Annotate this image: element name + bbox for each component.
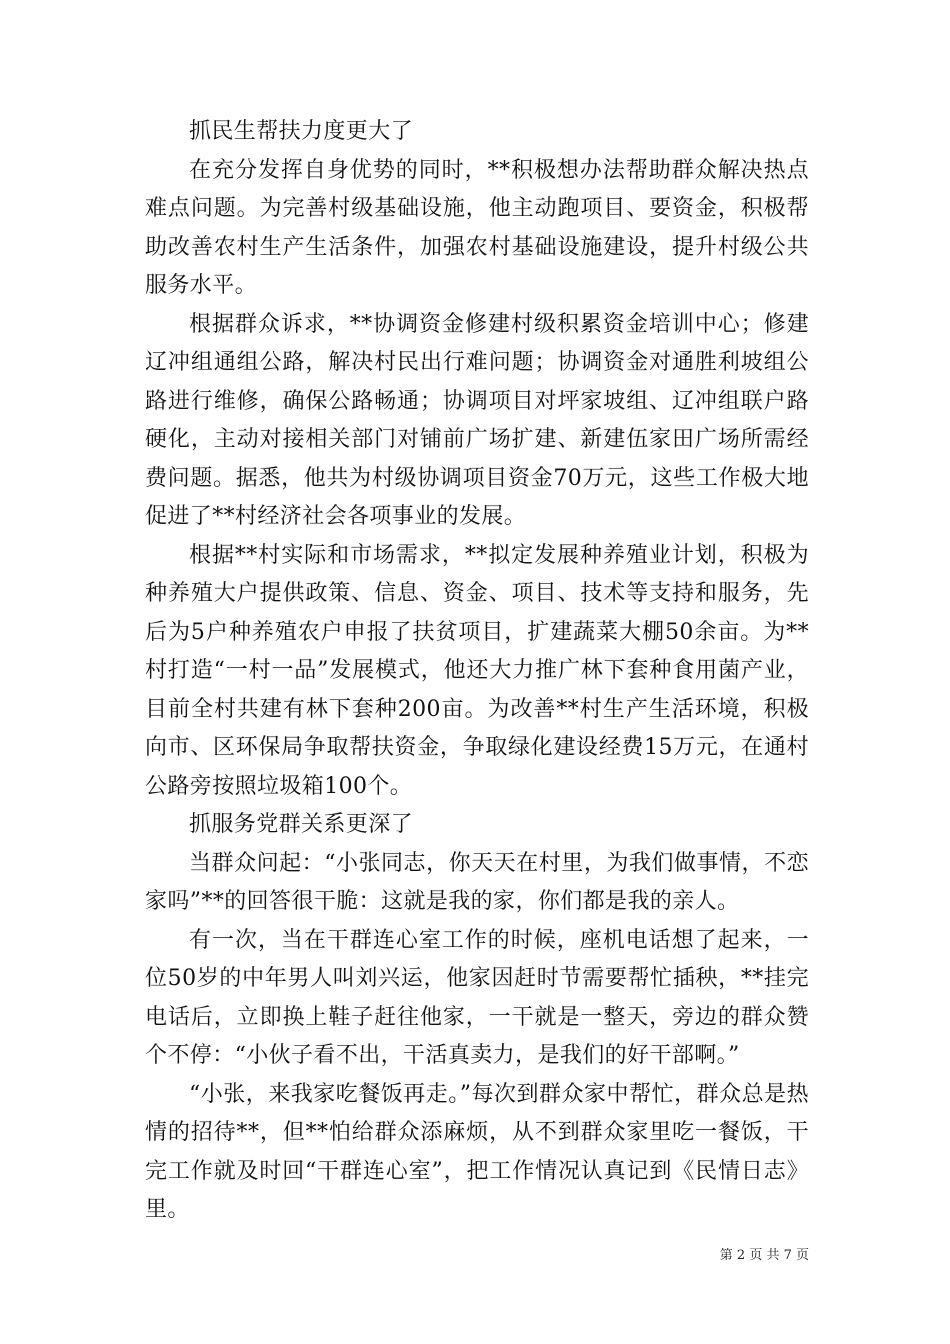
- section-heading-livelihood: 抓民生帮扶力度更大了: [189, 119, 414, 144]
- body-paragraph: 根据群众诉求，**协调资金修建村级积累资金培训中心；修建辽冲组通组公路，解决村民出行难问题；协调资金对通胜利坡组公路进行维修，确保公路畅通；协调项目对坪家坡组、辽冲组联户路硬化，主动对接相关部门对铺前广场扩建、新建伍家田广场所需经费问题。据悉，他共为村级协调项目资金70万元，这些工作极大地促进了**村经济社会各项事业的发展。: [145, 311, 809, 529]
- page-number-footer: 第 2 页 共 7 页: [719, 1248, 809, 1263]
- body-paragraph: “小张，来我家吃餐饭再走。”每次到群众家中帮忙，群众总是热情的招待**，但**怕给群众添麻烦，从不到群众家里吃一餐饭，干完工作就及时回“干群连心室”，把工作情况认真记到《民情日志》里。: [145, 1081, 809, 1222]
- section-heading-party-relations: 抓服务党群关系更深了: [189, 812, 414, 837]
- body-paragraph: 当群众问起：“小张同志，你天天在村里，为我们做事情，不恋家吗”**的回答很干脆：这就是我的家，你们都是我的亲人。: [145, 850, 809, 914]
- body-paragraph: 根据**村实际和市场需求，**拟定发展种养殖业计划，积极为种养殖大户提供政策、信息、资金、项目、技术等支持和服务，先后为5户种养殖农户申报了扶贫项目，扩建蔬菜大棚50余亩。为**村打造“一村一品”发展模式，他还大力推广林下套种食用菌产业，目前全村共建有林下套种200亩。为改善**村生产生活环境，积极向市、区环保局争取帮扶资金，争取绿化建设经费15万元，在通村公路旁按照垃圾箱100个。: [145, 542, 809, 799]
- document-body: [145, 113, 809, 1230]
- body-paragraph: 在充分发挥自身优势的同时，**积极想办法帮助群众解决热点难点问题。为完善村级基础设施，他主动跑项目、要资金，积极帮助改善农村生产生活条件，加强农村基础设施建设，提升村级公共服务水平。: [145, 157, 809, 298]
- body-paragraph: 有一次，当在干群连心室工作的时候，座机电话想了起来，一位50岁的中年男人叫刘兴运，他家因赶时节需要帮忙插秧，**挂完电话后，立即换上鞋子赶往他家，一干就是一整天，旁边的群众赞个不停：“小伙子看不出，干活真卖力，是我们的好干部啊。”: [145, 927, 809, 1068]
